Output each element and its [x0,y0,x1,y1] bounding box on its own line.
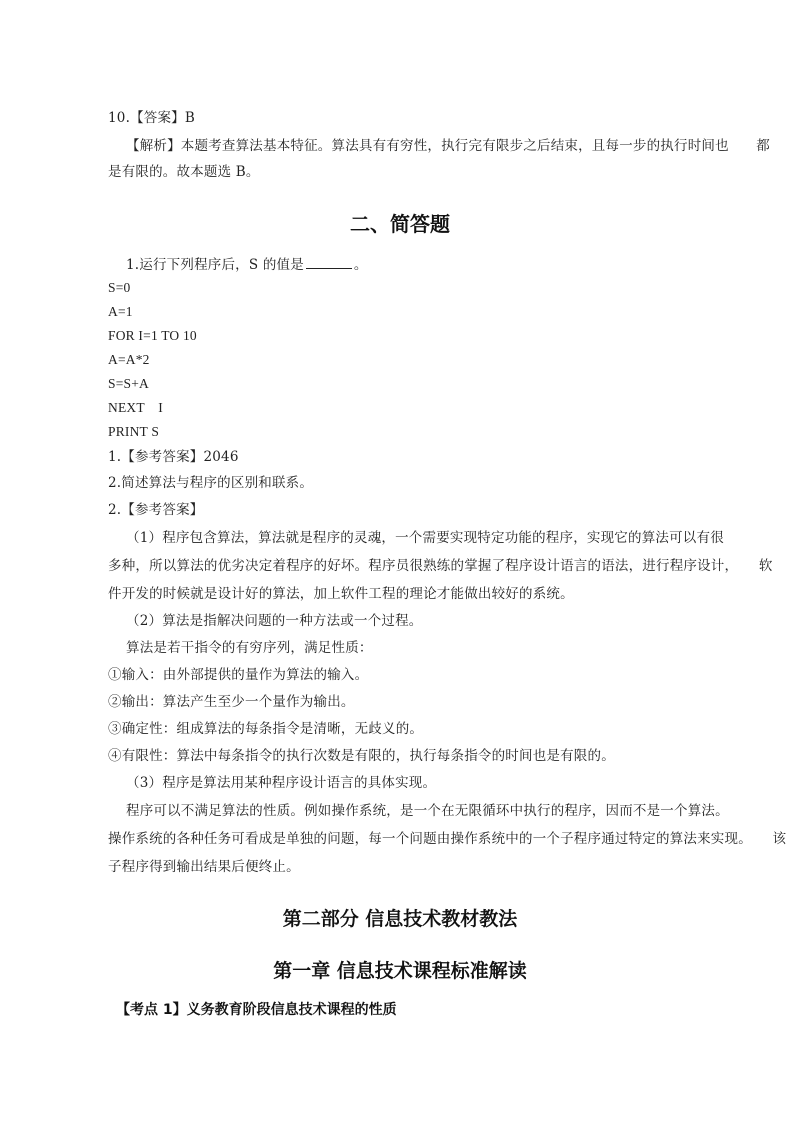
code-line: S=S+A [108,376,149,391]
q2-answer-line: （1）程序包含算法，算法就是程序的灵魂，一个需要实现特定功能的程序，实现它的算法可以有很 [126,530,724,546]
q2-answer-line: （2）算法是指解决问题的一种方法或一个过程。 [126,613,423,629]
q2-answer-line: ①输入：由外部提供的量作为算法的输入。 [108,667,369,683]
part-title: 第二部分 信息技术教材教法 [282,908,518,930]
q2-answer-line: （3）程序是算法用某种程序设计语言的具体实现。 [126,775,437,791]
q2-answer-line: 算法是若干指令的有穷序列，满足性质： [126,640,373,656]
q2-answer-heading: 2.【参考答案】 [108,502,204,518]
code-line: NEXT I [108,400,163,415]
q2-prompt: 2.简述算法与程序的区别和联系。 [108,475,314,491]
answer-blank [306,254,352,269]
code-line: A=1 [108,304,133,319]
q1-prompt [126,254,368,275]
q2-answer-line: ④有限性：算法中每条指令的执行次数是有限的，执行每条指令的时间也是有限的。 [108,748,615,764]
section-title: 二、简答题 [350,212,450,236]
q1-answer: 1.【参考答案】2046 [108,449,239,465]
q1-prompt-end: 。 [353,257,368,273]
q10-analysis-line-2: 是有限的。故本题选 B。 [108,164,260,180]
q2-answer-line: ③确定性：组成算法的每条指令是清晰，无歧义的。 [108,721,424,737]
q2-answer-line: 件开发的时候就是设计好的算法，加上软件工程的理论才能做出较好的系统。 [108,586,574,602]
q2-answer-line: 程序可以不满足算法的性质。例如操作系统，是一个在无限循环中执行的程序，因而不是一个算法。 [126,803,729,819]
chapter-title: 第一章 信息技术课程标准解读 [273,960,527,982]
q2-answer-line: 操作系统的各种任务可看成是单独的问题，每一个问题由操作系统中的一个子程序通过特定的算法来实现。 该 [108,831,787,847]
code-line: FOR I=1 TO 10 [108,328,197,343]
code-line: PRINT S [108,424,160,439]
q2-answer-line: 子程序得到输出结果后便终止。 [108,859,300,875]
q1-prompt-text: 1.运行下列程序后，S 的值是 [126,257,304,273]
q2-answer-line: ②输出：算法产生至少一个量作为输出。 [108,694,355,710]
code-line: S=0 [108,280,131,295]
code-line: A=A*2 [108,352,150,367]
key-point-heading: 【考点 1】义务教育阶段信息技术课程的性质 [116,1002,397,1018]
q10-answer: 10.【答案】B [108,110,195,126]
q2-answer-line: 多种，所以算法的优劣决定着程序的好坏。程序员很熟练的掌握了程序设计语言的语法，进行程序设计， 软 [108,558,773,574]
q10-analysis-line-1: 【解析】本题考查算法基本特征。算法具有有穷性，执行完有限步之后结束，且每一步的执行时间也 都 [126,138,770,154]
